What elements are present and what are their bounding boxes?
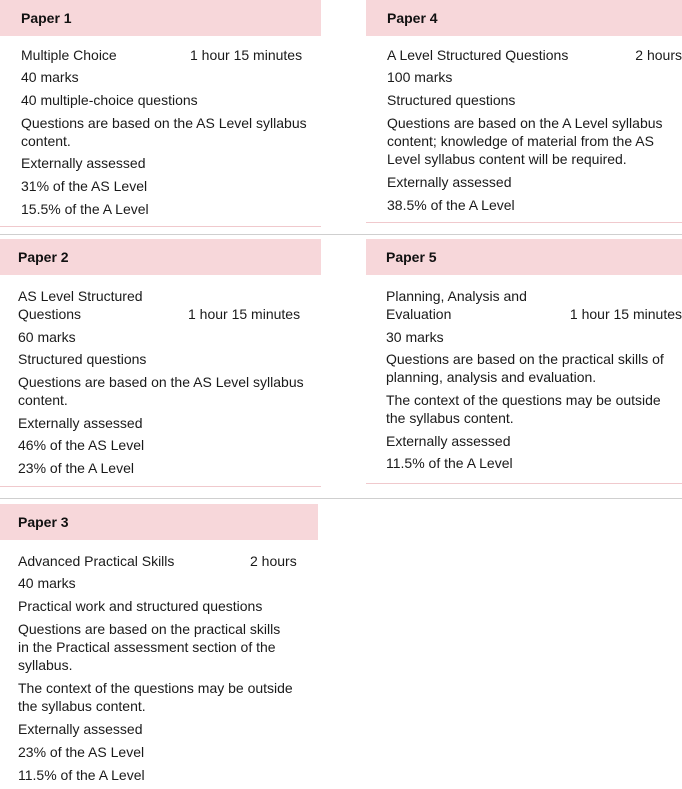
paper-5-component: Evaluation xyxy=(386,306,452,322)
paper-4-line: Externally assessed xyxy=(387,174,512,190)
paper-5-line: the syllabus content. xyxy=(386,410,514,426)
paper-1-line: content. xyxy=(21,133,71,149)
paper-3-line: 40 marks xyxy=(18,575,76,591)
paper-3-duration: 2 hours xyxy=(250,553,297,569)
paper-1-title: Paper 1 xyxy=(21,10,72,26)
paper-2-title: Paper 2 xyxy=(18,249,69,265)
paper-2-divider xyxy=(0,486,321,487)
paper-1-card xyxy=(0,0,321,230)
paper-5-title: Paper 5 xyxy=(386,249,437,265)
paper-4-divider xyxy=(366,222,682,223)
paper-1-line: 40 multiple-choice questions xyxy=(21,92,198,108)
paper-3-line: Practical work and structured questions xyxy=(18,598,263,614)
paper-4-card xyxy=(366,0,682,230)
paper-1-line: 15.5% of the A Level xyxy=(21,201,149,217)
paper-3-component: Advanced Practical Skills xyxy=(18,553,175,569)
paper-5-header xyxy=(366,239,682,275)
paper-5-line: The context of the questions may be outside xyxy=(386,392,661,408)
paper-5-duration: 1 hour 15 minutes xyxy=(569,306,682,322)
paper-1-line: Questions are based on the AS Level syllabus xyxy=(21,115,307,131)
paper-5-body xyxy=(386,287,682,477)
paper-2-line: Externally assessed xyxy=(18,415,143,431)
paper-2-card xyxy=(0,239,321,484)
paper-4-body xyxy=(387,46,682,216)
paper-3-line: in the Practical assessment section of the xyxy=(18,639,276,655)
paper-2-body xyxy=(18,287,321,482)
paper-4-line: 100 marks xyxy=(387,69,453,85)
paper-3-card xyxy=(0,504,318,789)
paper-3-line: Externally assessed xyxy=(18,721,143,737)
paper-2-component: Questions xyxy=(18,306,82,322)
paper-2-line: content. xyxy=(18,392,68,408)
paper-2-line: Questions are based on the AS Level syllabus xyxy=(18,374,304,390)
paper-2-line: Structured questions xyxy=(18,351,147,367)
row-2-divider xyxy=(0,498,682,499)
paper-1-header xyxy=(0,0,321,36)
paper-5-card xyxy=(366,239,682,484)
paper-4-header xyxy=(366,0,682,36)
paper-5-line: Questions are based on the practical skills of xyxy=(386,351,664,367)
paper-4-title: Paper 4 xyxy=(387,10,438,26)
paper-5-line: 30 marks xyxy=(386,329,444,345)
paper-1-duration: 1 hour 15 minutes xyxy=(190,47,303,63)
paper-4-line: 38.5% of the A Level xyxy=(387,197,515,213)
paper-3-line: Questions are based on the practical skills xyxy=(18,621,281,637)
paper-1-line: 31% of the AS Level xyxy=(21,178,148,194)
paper-5-line: planning, analysis and evaluation. xyxy=(386,369,597,385)
paper-3-title: Paper 3 xyxy=(18,514,69,530)
paper-2-line: 23% of the A Level xyxy=(18,460,134,476)
paper-3-header xyxy=(0,504,318,540)
paper-3-line: the syllabus content. xyxy=(18,698,146,714)
paper-3-body xyxy=(18,552,318,782)
paper-5-divider xyxy=(366,483,682,484)
paper-2-header xyxy=(0,239,321,275)
paper-2-component: AS Level Structured xyxy=(18,288,143,304)
paper-1-body xyxy=(21,46,321,226)
paper-2-duration: 1 hour 15 minutes xyxy=(188,306,301,322)
paper-5-line: Externally assessed xyxy=(386,433,511,449)
paper-2-line: 60 marks xyxy=(18,329,76,345)
paper-4-line: Level syllabus content will be required. xyxy=(387,151,627,167)
paper-5-component: Planning, Analysis and xyxy=(386,288,527,304)
row-1-divider xyxy=(0,234,682,235)
paper-1-line: Externally assessed xyxy=(21,155,146,171)
paper-4-line: Questions are based on the A Level syllabus xyxy=(387,115,663,131)
paper-1-divider xyxy=(0,226,321,227)
paper-4-duration: 2 hours xyxy=(635,47,682,63)
paper-5-line: 11.5% of the A Level xyxy=(386,455,513,471)
paper-1-line: 40 marks xyxy=(21,69,79,85)
paper-4-component: A Level Structured Questions xyxy=(387,47,569,63)
paper-3-line: The context of the questions may be outside xyxy=(18,680,293,696)
paper-4-line: Structured questions xyxy=(387,92,516,108)
paper-3-line: 23% of the AS Level xyxy=(18,744,145,760)
paper-3-line: 11.5% of the A Level xyxy=(18,767,145,783)
paper-3-line: syllabus. xyxy=(18,657,73,673)
paper-4-line: content; knowledge of material from the AS xyxy=(387,133,654,149)
paper-2-line: 46% of the AS Level xyxy=(18,437,145,453)
paper-1-component: Multiple Choice xyxy=(21,47,117,63)
